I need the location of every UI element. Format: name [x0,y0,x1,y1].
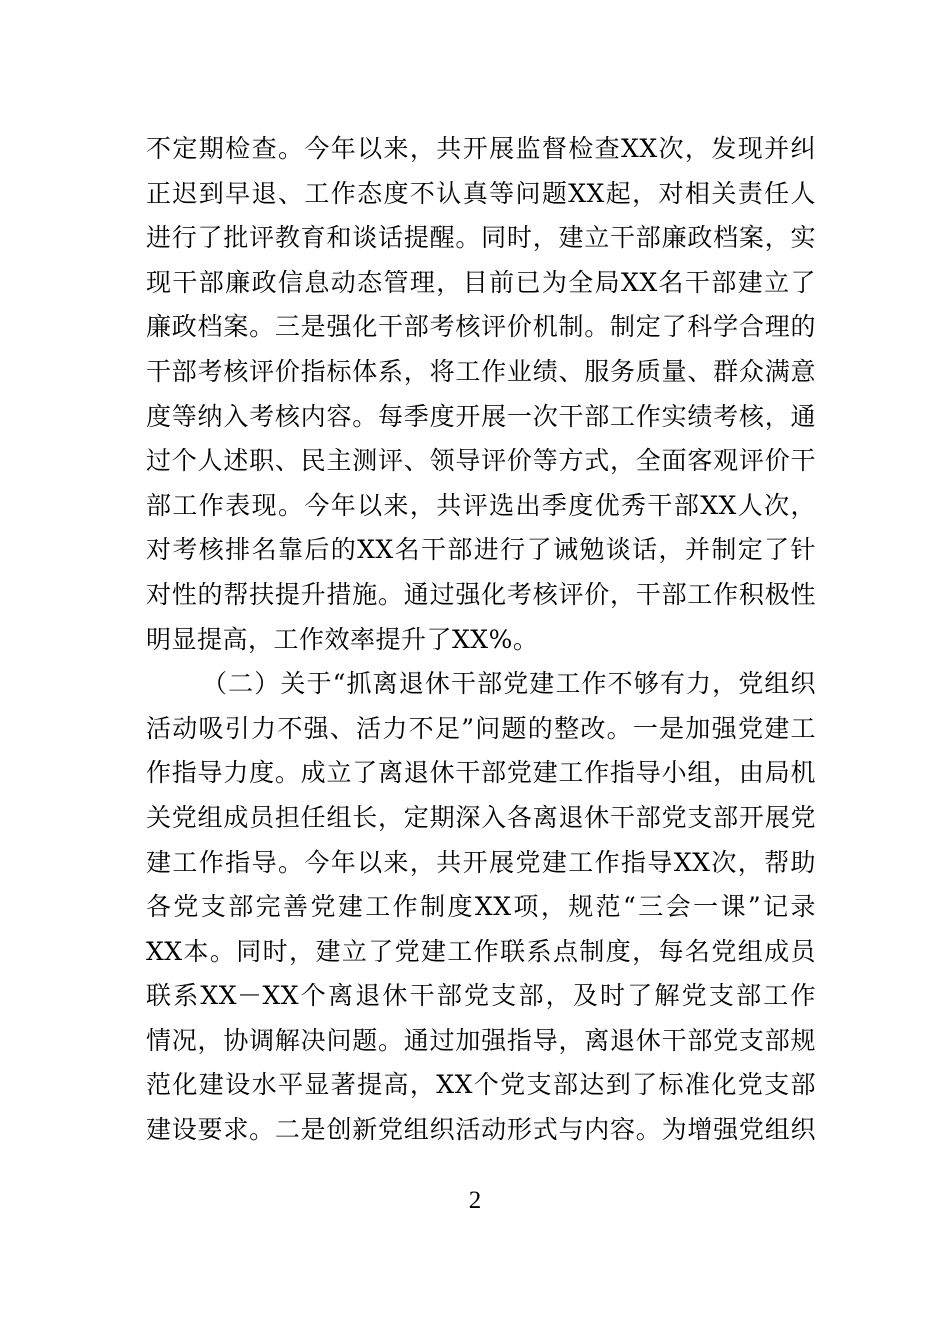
text-line: 范化建设水平显著提高，XX个党支部达到了标准化党支部 [146,1070,816,1100]
text-line: 进行了批评教育和谈话提醒。同时，建立干部廉政档案，实 [146,223,816,253]
text-line: 建工作指导。今年以来，共开展党建工作指导XX次，帮助 [146,847,816,877]
section-heading-line: （二）关于“抓离退休干部党建工作不够有力，党组织 [202,669,816,699]
text-line: 情况，协调解决问题。通过加强指导，离退休干部党支部规 [146,1025,816,1055]
text-line: 干部考核评价指标体系，将工作业绩、服务质量、群众满意 [146,356,816,386]
text-line: 活动吸引力不强、活力不足”问题的整改。一是加强党建工 [146,713,816,743]
text-line: 部工作表现。今年以来，共评选出季度优秀干部XX人次， [146,490,816,520]
text-line: 不定期检查。今年以来，共开展监督检查XX次，发现并纠 [146,134,816,163]
text-line: 过个人述职、民主测评、领导评价等方式，全面客观评价干 [146,446,816,476]
body-text [146,127,816,1153]
text-line: 廉政档案。三是强化干部考核评价机制。制定了科学合理的 [146,312,816,342]
text-line: 现干部廉政信息动态管理，目前已为全局XX名干部建立了 [146,267,816,297]
text-line: 明显提高，工作效率提升了XX%。 [146,624,539,654]
text-line: XX本。同时，建立了党建工作联系点制度，每名党组成员 [146,936,816,966]
text-line: 对性的帮扶提升措施。通过强化考核评价，干部工作积极性 [146,579,816,609]
text-line: 度等纳入考核内容。每季度开展一次干部工作实绩考核，通 [146,401,816,431]
text-line: 作指导力度。成立了离退休干部党建工作指导小组，由局机 [146,758,816,788]
text-line: 建设要求。二是创新党组织活动形式与内容。为增强党组织 [146,1115,816,1145]
text-line: 各党支部完善党建工作制度XX项，规范“三会一课”记录 [146,892,816,922]
page-number: 2 [468,1187,482,1214]
text-line: 关党组成员担任组长，定期深入各离退休干部党支部开展党 [146,802,816,832]
text-line: 联系XX－XX个离退休干部党支部，及时了解党支部工作 [146,981,816,1011]
text-line: 对考核排名靠后的XX名干部进行了诫勉谈话，并制定了针 [146,535,816,565]
text-line: 正迟到早退、工作态度不认真等问题XX起，对相关责任人 [146,178,816,208]
